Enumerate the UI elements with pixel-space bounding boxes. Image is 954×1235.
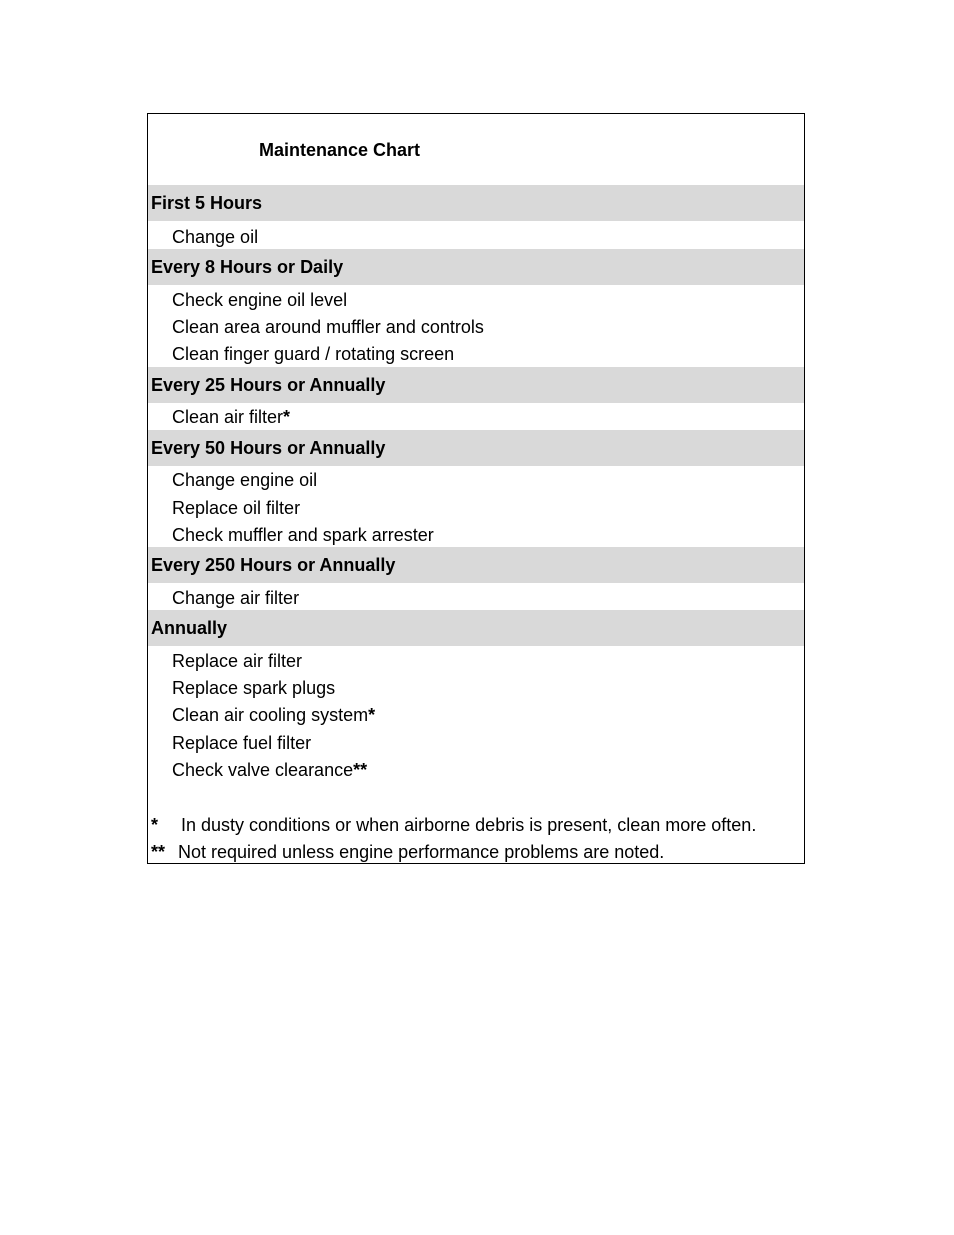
section-header-every-50-hours: Every 50 Hours or Annually (148, 430, 804, 466)
section-header-every-8-hours: Every 8 Hours or Daily (148, 249, 804, 285)
section-header-annually: Annually (148, 610, 804, 646)
section-header-every-25-hours: Every 25 Hours or Annually (148, 367, 804, 403)
footnote: ** Not required unless engine performance problems are noted. (151, 842, 665, 862)
task-item: Clean area around muffler and controls (172, 317, 484, 337)
task-item: Change oil (172, 227, 259, 247)
task-item: Check engine oil level (172, 290, 348, 310)
task-item: Check valve clearance** (172, 760, 368, 780)
task-item: Replace spark plugs (172, 678, 336, 698)
task-item: Clean air cooling system* (172, 705, 376, 725)
task-item: Replace air filter (172, 651, 303, 671)
maintenance-chart (147, 113, 805, 864)
task-item: Replace fuel filter (172, 733, 312, 753)
task-item: Change engine oil (172, 470, 318, 490)
task-item: Change air filter (172, 588, 300, 608)
task-item: Clean air filter* (172, 407, 291, 427)
footnote: * In dusty conditions or when airborne debris is present, clean more often. (151, 815, 757, 835)
task-item: Check muffler and spark arrester (172, 525, 434, 545)
task-item: Replace oil filter (172, 498, 301, 518)
task-item: Clean finger guard / rotating screen (172, 344, 455, 364)
chart-title: Maintenance Chart (259, 140, 421, 160)
section-header-every-250-hours: Every 250 Hours or Annually (148, 547, 804, 583)
section-header-first-5-hours: First 5 Hours (148, 185, 804, 221)
